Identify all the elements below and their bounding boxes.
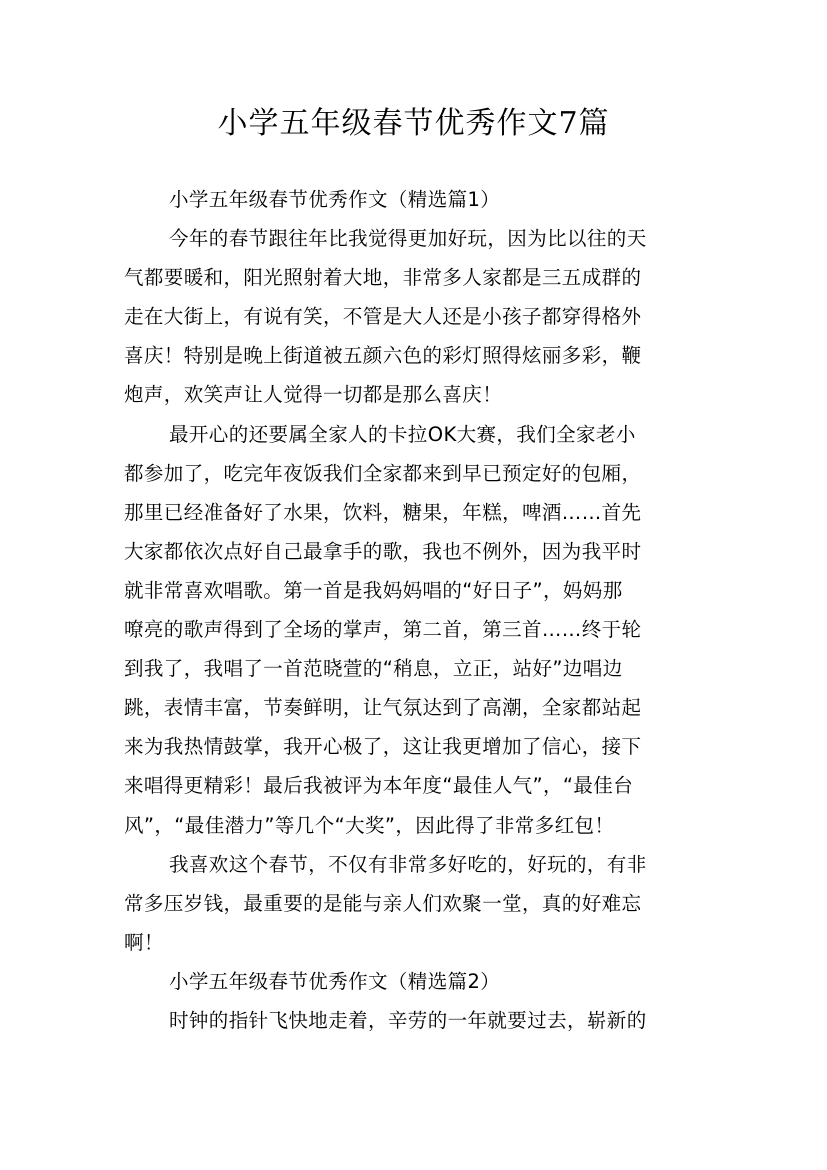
text-line: 我喜欢这个春节，不仅有非常多好吃的，好玩的，有非: [169, 852, 647, 876]
document-title: 小学五年级春节优秀作文7篇: [217, 106, 610, 141]
text-line: 最开心的还要属全家人的卡拉OK大赛，我们全家老小: [169, 422, 636, 446]
text-line: 小学五年级春节优秀作文（精选篇1）: [169, 188, 501, 211]
text-line: 喜庆！特别是晚上街道被五颜六色的彩灯照得炫丽多彩，鞭: [124, 344, 642, 368]
text-line: 小学五年级春节优秀作文（精选篇2）: [169, 969, 501, 993]
text-line: 都参加了，吃完年夜饭我们全家都来到早已预定好的包厢，: [124, 461, 642, 485]
text-line: 时钟的指针飞快地走着，辛劳的一年就要过去，崭新的: [169, 1008, 647, 1032]
text-line: 嘹亮的歌声得到了全场的掌声，第二首，第三首……终于轮: [124, 618, 642, 642]
text-line: 跳，表情丰富，节奏鲜明，让气氛达到了高潮，全家都站起: [124, 696, 642, 720]
text-line: 炮声，欢笑声让人觉得一切都是那么喜庆！: [124, 383, 503, 407]
text-line: 来唱得更精彩！最后我被评为本年度“最佳人气”，“最佳台: [124, 774, 634, 798]
text-line: 今年的春节跟往年比我觉得更加好玩，因为比以往的天: [169, 227, 647, 251]
text-line: 常多压岁钱，最重要的是能与亲人们欢聚一堂，真的好难忘: [124, 891, 642, 915]
text-line: 啊！: [124, 930, 164, 954]
text-line: 走在大街上，有说有笑，不管是大人还是小孩子都穿得格外: [124, 305, 642, 329]
text-line: 风”，“最佳潜力”等几个“大奖”，因此得了非常多红包！: [124, 813, 615, 837]
text-line: 就非常喜欢唱歌。第一首是我妈妈唱的“好日子”，妈妈那: [124, 578, 623, 602]
text-line: 到我了，我唱了一首范晓萱的“稍息，立正，站好”边唱边: [124, 657, 623, 681]
text-line: 气都要暖和，阳光照射着大地，非常多人家都是三五成群的: [124, 266, 642, 290]
document-body: [124, 180, 704, 1040]
text-line: 来为我热情鼓掌，我开心极了，这让我更增加了信心，接下: [124, 735, 642, 759]
text-line: 那里已经准备好了水果，饮料，糖果，年糕，啤酒……首先: [124, 500, 642, 524]
text-line: 大家都依次点好自己最拿手的歌，我也不例外，因为我平时: [124, 539, 642, 563]
